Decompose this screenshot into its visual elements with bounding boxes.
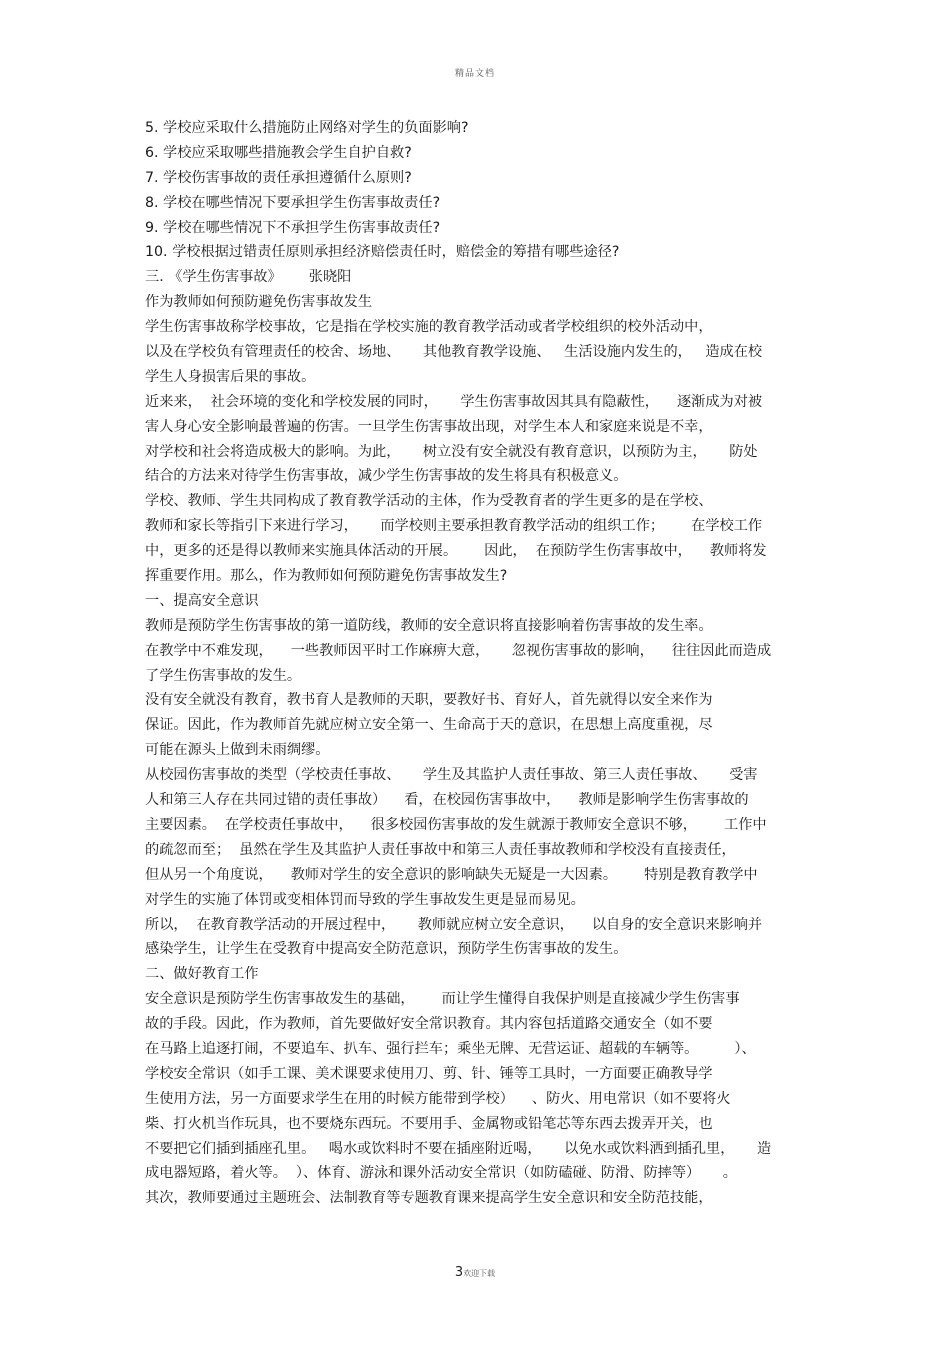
text-line: 学生人身损害后果的事故。 <box>145 368 316 385</box>
text-line: 8. 学校在哪些情况下要承担学生伤害事故责任? <box>145 194 441 211</box>
text-line: 其次，教师要通过主题班会、法制教育等专题教育课来提高学生安全意识和安全防范技能， <box>145 1190 713 1207</box>
text-line: 可能在源头上做到未雨绸缪。 <box>145 742 330 759</box>
text-line: 结合的方法来对待学生伤害事故，减少学生伤害事故的发生将具有积极意义。 <box>145 468 628 485</box>
document-body <box>145 116 813 1211</box>
text-line: 教师和家长等指引下来进行学习， 而学校则主要承担教育教学活动的组织工作； 在学校工作 <box>145 518 763 535</box>
text-line: 对学校和社会将造成极大的影响。为此， 树立没有安全就没有教育意识，以预防为主， 防处 <box>145 443 758 460</box>
page-header: 精品文档 <box>454 69 495 79</box>
text-line: 主要因素。 在学校责任事故中， 很多校园伤害事故的发生就源于教师安全意识不够， 工作中 <box>145 816 767 833</box>
text-line: 10. 学校根据过错责任原则承担经济赔偿责任时，赔偿金的筹措有哪些途径? <box>145 244 620 261</box>
text-line: 近来来， 社会环境的变化和学校发展的同时， 学生伤害事故因其具有隐蔽性， 逐渐成为对被 <box>145 393 763 410</box>
text-line: 挥重要作用。那么，作为教师如何预防避免伤害事故发生? <box>145 568 508 585</box>
text-line: 生使用方法，另一方面要求学生在用的时候方能带到学校） 、防火、用电常识（如不要将火 <box>145 1090 731 1107</box>
text-line: 以及在学校负有管理责任的校舍、场地、 其他教育教学设施、 生活设施内发生的， 造成在校 <box>145 344 763 361</box>
text-line: 教师是预防学生伤害事故的第一道防线，教师的安全意识将直接影响着伤害事故的发生率。 <box>145 617 713 634</box>
text-line: 故的手段。因此，作为教师，首先要做好安全常识教育。其内容包括道路交通安全（如不要 <box>145 1016 713 1033</box>
text-line: 学校、教师、学生共同构成了教育教学活动的主体，作为受教育者的学生更多的是在学校、 <box>145 493 713 510</box>
text-line: 三. 《学生伤害事故》 张晓阳 <box>145 269 352 286</box>
text-line: 但从另一个角度说， 教师对学生的安全意识的影响缺失无疑是一大因素。 特别是教育教学中 <box>145 866 758 883</box>
text-line: 没有安全就没有教育，教书育人是教师的天职，要教好书、育好人，首先就得以安全来作为 <box>145 692 713 709</box>
text-line: 保证。因此，作为教师首先就应树立安全第一、生命高于天的意识，在思想上高度重视，尽 <box>145 717 713 734</box>
text-line: 成电器短路，着火等。 ）、体育、游泳和课外活动安全常识（如防磕碰、防滑、防摔等） 。 <box>145 1165 737 1182</box>
footer-text: 欢迎下载 <box>463 1269 496 1278</box>
text-line: 9. 学校在哪些情况下不承担学生伤害事故责任? <box>145 219 441 236</box>
text-line: 二、做好教育工作 <box>145 966 259 983</box>
text-line: 感染学生，让学生在受教育中提高安全防范意识，预防学生伤害事故的发生。 <box>145 941 628 958</box>
text-line: 5. 学校应采取什么措施防止网络对学生的负面影响? <box>145 120 469 136</box>
text-line: 在教学中不难发现， 一些教师因平时工作麻痹大意， 忽视伤害事故的影响， 往往因此而造成 <box>145 642 772 659</box>
text-line: 不要把它们插到插座孔里。 喝水或饮料时不要在插座附近喝， 以免水或饮料洒到插孔里， 造 <box>145 1140 772 1157</box>
text-line: 作为教师如何预防避免伤害事故发生 <box>145 294 373 311</box>
text-line: 在马路上追逐打闹，不要追车、扒车、强行拦车；乘坐无牌、无营运证、超载的车辆等。 ）、 <box>145 1040 756 1057</box>
page-number: 3 <box>454 1265 464 1280</box>
text-line: 的疏忽而至； 虽然在学生及其监护人责任事故中和第三人责任事故教师和学校没有直接责任， <box>145 841 736 858</box>
text-line: 柴、打火机当作玩具，也不要烧东西玩。不要用手、金属物或铅笔芯等东西去拨弄开关，也 <box>145 1115 713 1132</box>
text-line: 一、提高安全意识 <box>145 592 259 609</box>
text-line: 对学生的实施了体罚或变相体罚而导致的学生事故发生更是显而易见。 <box>145 891 585 908</box>
text-line: 安全意识是预防学生伤害事故发生的基础， 而让学生懂得自我保护则是直接减少学生伤害事 <box>145 991 740 1008</box>
text-line: 学校安全常识（如手工课、美术课要求使用刀、剪、针、锤等工具时，一方面要正确教导学 <box>145 1065 713 1082</box>
text-line: 害人身心安全影响最普遍的伤害。一旦学生伤害事故出现，对学生本人和家庭来说是不幸， <box>145 418 713 435</box>
text-line: 人和第三人存在共同过错的责任事故） 看，在校园伤害事故中， 教师是影响学生伤害事故的 <box>145 792 749 809</box>
page-footer <box>0 1261 950 1280</box>
text-line: 学生伤害事故称学校事故，它是指在学校实施的教育教学活动或者学校组织的校外活动中， <box>145 319 713 336</box>
text-line: 从校园伤害事故的类型（学校责任事故、 学生及其监护人责任事故、第三人责任事故、 受害 <box>145 767 758 784</box>
text-line: 了学生伤害事故的发生。 <box>145 667 302 684</box>
text-line: 所以， 在教育教学活动的开展过程中， 教师就应树立安全意识， 以自身的安全意识来影响并 <box>145 916 763 933</box>
text-line: 7. 学校伤害事故的责任承担遵循什么原则? <box>145 169 412 186</box>
text-line: 中，更多的还是得以教师来实施具体活动的开展。 因此， 在预防学生伤害事故中， 教师将发 <box>145 543 767 560</box>
text-line: 6. 学校应采取哪些措施教会学生自护自救? <box>145 144 412 161</box>
